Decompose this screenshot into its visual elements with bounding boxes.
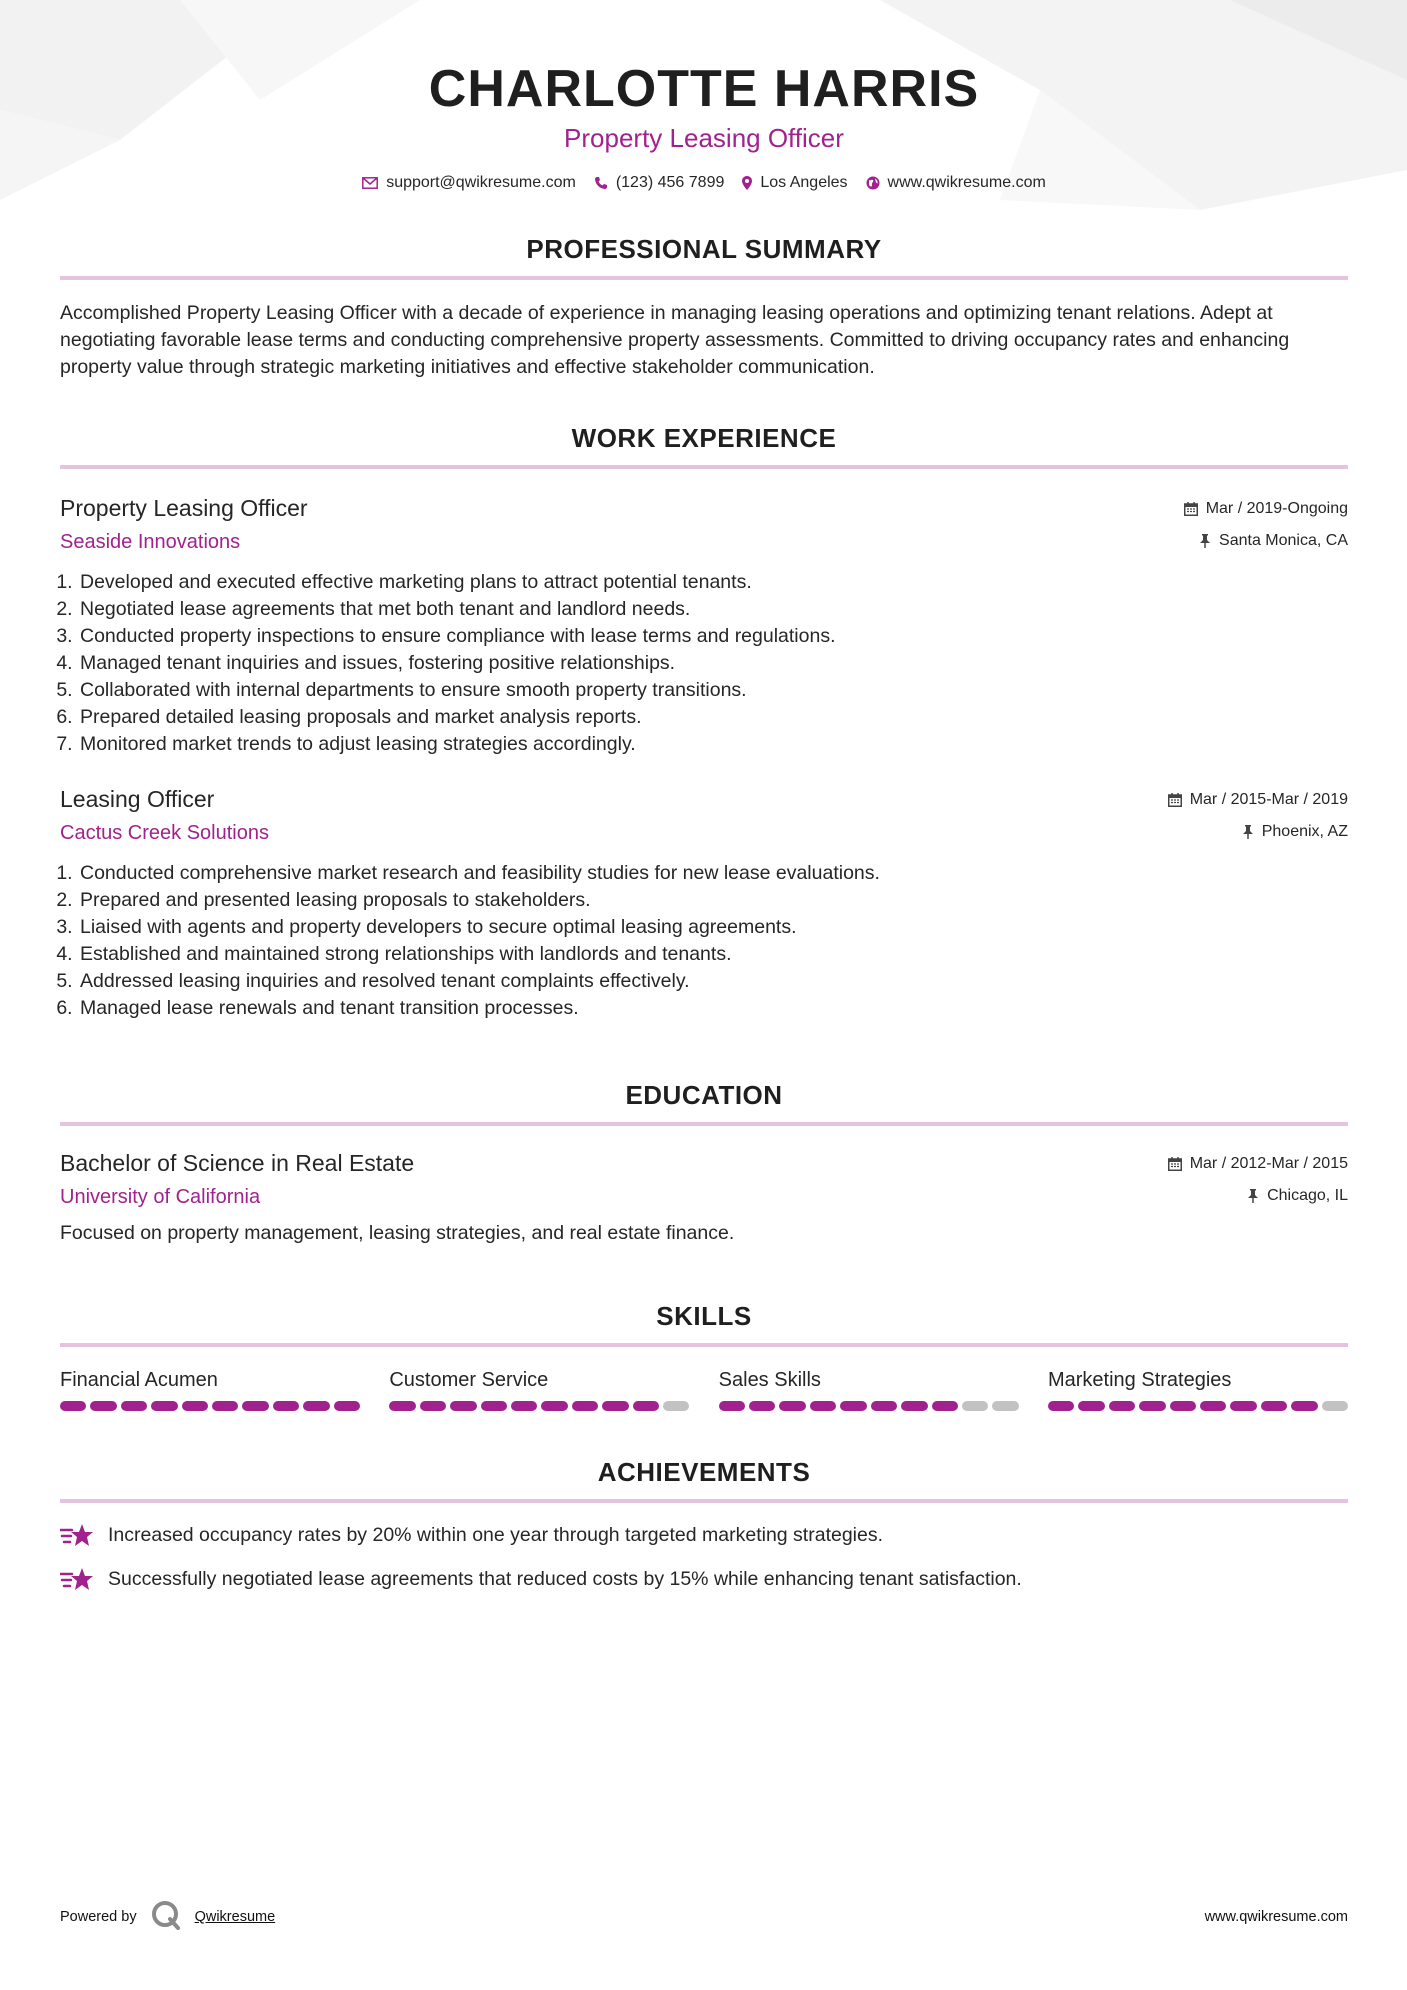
pushpin-icon [1242, 825, 1254, 839]
skill-level-empty [962, 1401, 988, 1411]
school-name: University of California [60, 1186, 261, 1208]
candidate-name: CHARLOTTE HARRIS [428, 60, 980, 118]
experience-heading: WORK EXPERIENCE [571, 423, 837, 453]
skill-level-bar [389, 1401, 689, 1411]
job-dates-text: Mar / 2019-Ongoing [1205, 500, 1348, 517]
education-dates-text: Mar / 2012-Mar / 2015 [1189, 1155, 1348, 1172]
resume-page [60, 0, 1348, 1609]
skill-level-bar [1048, 1401, 1348, 1411]
pushpin-icon [1199, 534, 1211, 548]
company-name: Cactus Creek Solutions [60, 822, 269, 844]
map-pin-icon [742, 176, 752, 190]
achievement-text: Increased occupancy rates by 20% within one year through targeted marketing strategies. [108, 1524, 884, 1546]
skill-level-filled [810, 1401, 836, 1411]
summary-heading: PROFESSIONAL SUMMARY [526, 234, 882, 264]
skill-level-filled [1200, 1401, 1226, 1411]
qwikresume-logo-icon [151, 1900, 181, 1934]
skill-level-filled [871, 1401, 897, 1411]
job-location [1242, 823, 1348, 841]
resume-header [60, 0, 1348, 192]
skill-level-filled [151, 1401, 177, 1411]
section-divider [60, 276, 1348, 280]
education-entry [60, 1148, 1348, 1247]
skill-level-empty [992, 1401, 1018, 1411]
job-location [1199, 532, 1348, 550]
envelope-icon [362, 177, 378, 189]
job-bullet: 6. Managed lease renewals and tenant transition processes. [78, 995, 1348, 1022]
job-dates [1168, 791, 1348, 809]
skill-level-filled [1170, 1401, 1196, 1411]
calendar-icon [1168, 1157, 1182, 1171]
achievement-text: Successfully negotiated lease agreements that reduced costs by 15% while enhancing tenant satisfaction. [108, 1568, 1022, 1590]
skill-level-filled [779, 1401, 805, 1411]
summary-section [60, 232, 1348, 381]
skill-item [60, 1367, 360, 1411]
contact-website[interactable] [866, 174, 1046, 192]
achievements-section [60, 1455, 1348, 1593]
skill-level-filled [1109, 1401, 1135, 1411]
education-heading: EDUCATION [625, 1080, 783, 1110]
skills-heading: SKILLS [656, 1301, 752, 1331]
globe-icon [866, 176, 880, 190]
skill-level-bar [60, 1401, 360, 1411]
skill-level-filled [389, 1401, 415, 1411]
skill-level-filled [242, 1401, 268, 1411]
section-divider [60, 1122, 1348, 1126]
skill-level-filled [273, 1401, 299, 1411]
skill-level-filled [541, 1401, 567, 1411]
skill-item [719, 1367, 1019, 1411]
footer-website[interactable]: www.qwikresume.com [1204, 1909, 1348, 1925]
skill-level-filled [511, 1401, 537, 1411]
skill-level-filled [602, 1401, 628, 1411]
job-dates-text: Mar / 2015-Mar / 2019 [1189, 791, 1348, 808]
skill-level-filled [60, 1401, 86, 1411]
skill-name: Sales Skills [718, 1369, 821, 1391]
job-bullet: 1. Conducted comprehensive market research and feasibility studies for new lease evaluations. [78, 860, 1348, 887]
skill-level-filled [1291, 1401, 1317, 1411]
company-name: Seaside Innovations [60, 531, 241, 553]
contact-phone-text: (123) 456 7899 [615, 174, 725, 191]
qwikresume-link[interactable]: Qwikresume [194, 1909, 276, 1925]
education-section [60, 1078, 1348, 1247]
contact-bar [60, 174, 1348, 192]
powered-by-label: Powered by [60, 1909, 137, 1925]
page-footer [60, 1900, 1348, 1934]
skill-level-filled [1261, 1401, 1287, 1411]
summary-text: Accomplished Property Leasing Officer with a decade of experience in managing leasing operations and optimizing tenant relations. Adept at negotiating favorable lease terms and conducting comprehensive property assessments. Committed to driving occupancy rates and enhancing property value through strategic marketing initiatives and effective stakeholder communication. [60, 302, 1290, 378]
degree-name: Bachelor of Science in Real Estate [60, 1150, 415, 1176]
job-bullets [60, 860, 1348, 1022]
education-location-text: Chicago, IL [1267, 1187, 1348, 1204]
skill-level-filled [450, 1401, 476, 1411]
powered-by [60, 1900, 275, 1934]
contact-website-text: www.qwikresume.com [887, 174, 1046, 191]
skill-level-filled [901, 1401, 927, 1411]
education-description: Focused on property management, leasing strategies, and real estate finance. [60, 1222, 735, 1244]
skill-level-filled [90, 1401, 116, 1411]
skill-name: Customer Service [389, 1369, 549, 1391]
candidate-headline: Property Leasing Officer [564, 123, 844, 153]
skill-level-filled [334, 1401, 360, 1411]
skill-level-filled [749, 1401, 775, 1411]
job-bullet: 3. Liaised with agents and property developers to secure optimal leasing agreements. [78, 914, 1348, 941]
contact-email[interactable] [362, 174, 576, 192]
education-location [1247, 1187, 1348, 1205]
skill-level-filled [1048, 1401, 1074, 1411]
pushpin-icon [1247, 1189, 1259, 1203]
achievements-heading: ACHIEVEMENTS [597, 1457, 811, 1487]
job-bullet: 5. Addressed leasing inquiries and resolved tenant complaints effectively. [78, 968, 1348, 995]
skill-level-filled [303, 1401, 329, 1411]
contact-email-text: support@qwikresume.com [386, 174, 576, 191]
experience-section [60, 421, 1348, 1022]
contact-location-text: Los Angeles [760, 174, 848, 191]
job-title: Property Leasing Officer [60, 495, 308, 521]
skill-level-empty [663, 1401, 689, 1411]
skill-item [389, 1367, 689, 1411]
achievement-item [60, 1565, 1348, 1593]
contact-location [742, 174, 847, 192]
skill-level-filled [182, 1401, 208, 1411]
skill-level-filled [719, 1401, 745, 1411]
skill-level-filled [1078, 1401, 1104, 1411]
skills-section [60, 1299, 1348, 1411]
skill-item [1048, 1367, 1348, 1411]
phone-icon [594, 176, 608, 190]
job-title: Leasing Officer [60, 786, 215, 812]
job-bullets [60, 569, 1348, 758]
section-divider [60, 465, 1348, 469]
skill-level-filled [212, 1401, 238, 1411]
job-entry [60, 493, 1348, 758]
skill-level-filled [121, 1401, 147, 1411]
job-bullet: 1. Developed and executed effective marketing plans to attract potential tenants. [78, 569, 1348, 596]
job-bullet: 2. Prepared and presented leasing proposals to stakeholders. [78, 887, 1348, 914]
job-bullet: 6. Prepared detailed leasing proposals and market analysis reports. [78, 704, 1348, 731]
job-entry [60, 784, 1348, 1022]
job-bullet: 7. Monitored market trends to adjust leasing strategies accordingly. [78, 731, 1348, 758]
skill-level-empty [1322, 1401, 1348, 1411]
skills-list [60, 1367, 1348, 1411]
section-divider [60, 1499, 1348, 1503]
skill-level-filled [1230, 1401, 1256, 1411]
shooting-star-icon [60, 1566, 94, 1592]
skill-name: Marketing Strategies [1047, 1369, 1232, 1391]
job-location-text: Santa Monica, CA [1219, 532, 1348, 549]
achievement-item [60, 1521, 1348, 1549]
skill-level-filled [633, 1401, 659, 1411]
skill-level-filled [932, 1401, 958, 1411]
skill-level-filled [840, 1401, 866, 1411]
calendar-icon [1184, 502, 1198, 516]
skill-level-filled [1139, 1401, 1165, 1411]
skill-level-bar [719, 1401, 1019, 1411]
skill-level-filled [481, 1401, 507, 1411]
job-bullet: 3. Conducted property inspections to ensure compliance with lease terms and regulations. [78, 623, 1348, 650]
job-bullet: 4. Managed tenant inquiries and issues, fostering positive relationships. [78, 650, 1348, 677]
section-divider [60, 1343, 1348, 1347]
skill-name: Financial Acumen [60, 1369, 218, 1391]
contact-phone[interactable] [594, 174, 725, 192]
achievements-list [60, 1521, 1348, 1593]
skill-level-filled [420, 1401, 446, 1411]
job-bullet: 5. Collaborated with internal departments to ensure smooth property transitions. [78, 677, 1348, 704]
shooting-star-icon [60, 1522, 94, 1548]
education-dates [1168, 1155, 1348, 1173]
job-bullet: 2. Negotiated lease agreements that met both tenant and landlord needs. [78, 596, 1348, 623]
calendar-icon [1168, 793, 1182, 807]
job-location-text: Phoenix, AZ [1261, 823, 1348, 840]
job-dates [1184, 500, 1348, 518]
skill-level-filled [572, 1401, 598, 1411]
job-bullet: 4. Established and maintained strong relationships with landlords and tenants. [78, 941, 1348, 968]
